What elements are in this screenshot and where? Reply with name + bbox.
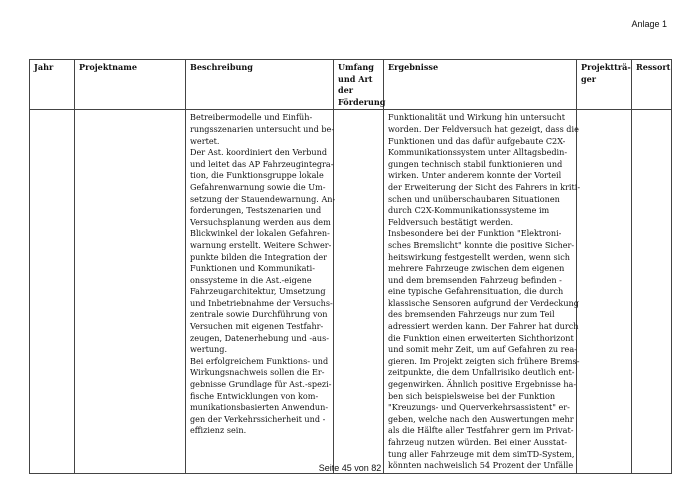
beschreibung-line: Versuchsplanung werden aus dem: [190, 216, 331, 227]
beschreibung-line: warnung erstellt. Weitere Schwer-: [190, 239, 332, 250]
beschreibung-line: und leitet das AP Fahrzeugintegra-: [190, 158, 334, 169]
cell-jahr: [30, 110, 75, 473]
cell-beschreibung: [186, 110, 334, 473]
ergebnisse-line: die Funktion einen erweiterten Sichthorizont: [388, 332, 574, 343]
beschreibung-line: Wirkungsnachweis sollen die Er-: [190, 367, 325, 378]
col-header-jahr: Jahr: [30, 60, 75, 110]
col-header-projektname: Projektname: [75, 60, 186, 110]
ergebnisse-line: der Erweiterung der Sicht des Fahrers in kriti-: [388, 181, 581, 192]
beschreibung-line: Blickwinkel der lokalen Gefahren-: [190, 228, 330, 239]
beschreibung-line: wertet.: [190, 135, 220, 146]
beschreibung-line: munikationsbasierten Anwendun-: [190, 402, 329, 413]
beschreibung-line: Betreibermodelle und Einfüh-: [190, 112, 313, 123]
col-header-umfang: Umfang und Art der Förderung: [334, 60, 384, 110]
beschreibung-line: effizienz sein.: [190, 425, 247, 436]
ergebnisse-line: und somit mehr Zeit, um auf Gefahren zu rea-: [388, 344, 577, 355]
attachment-label: Anlage 1: [631, 19, 667, 29]
beschreibung-line: und Inbetriebnahme der Versuchs-: [190, 297, 333, 308]
ergebnisse-line: wirken. Unter anderem konnte der Vorteil: [388, 170, 562, 181]
ergebnisse-line: Funktionen und das dafür aufgebaute C2X-: [388, 135, 566, 146]
ergebnisse-line: heitswirkung festgestellt werden, wenn sich: [388, 251, 570, 262]
beschreibung-line: zentrale sowie Durchführung von: [190, 309, 328, 320]
beschreibung-line: Der Ast. koordiniert den Verbund: [190, 147, 327, 158]
ergebnisse-line: adressiert werden kann. Der Fahrer hat durch: [388, 321, 579, 332]
ergebnisse-line: gieren. Im Projekt zeigten sich frühere Brems-: [388, 355, 580, 366]
ergebnisse-line: tung aller Fahrzeuge mit dem simTD-System,: [388, 448, 575, 459]
cell-projektname: [75, 110, 186, 473]
ergebnisse-line: zeitpunkte, die dem Unfallrisiko deutlich ent-: [388, 367, 575, 378]
beschreibung-line: Versuchen mit eigenen Testfahr-: [190, 321, 324, 332]
ergebnisse-text: [388, 112, 581, 471]
ergebnisse-line: worden. Der Feldversuch hat gezeigt, dass die: [388, 123, 579, 134]
beschreibung-line: gebnisse Grundlage für Ast.-spezi-: [190, 379, 332, 390]
ergebnisse-line: als die Hälfte aller Testfahrer gern im Privat-: [388, 425, 574, 436]
beschreibung-line: fische Entwicklungen von kom-: [190, 390, 319, 401]
ergebnisse-line: gungen technisch stabil funktionieren und: [388, 158, 563, 169]
ergebnisse-line: Kommunikationssystem unter Alltagsbedin-: [388, 147, 568, 158]
ergebnisse-line: gegenwirken. Ähnlich positive Ergebnisse ha-: [388, 379, 577, 390]
beschreibung-line: Gefahrenwarnung sowie die Um-: [190, 181, 326, 192]
beschreibung-line: gen der Verkehrssicherheit und -: [190, 413, 326, 424]
project-table: [29, 59, 672, 474]
ergebnisse-line: schen und unüberschaubaren Situationen: [388, 193, 560, 204]
cell-ergebnisse: [384, 110, 581, 473]
ergebnisse-line: fahrzeug nutzen würden. Bei einer Ausstat-: [388, 437, 567, 447]
ergebnisse-line: durch C2X-Kommunikationssysteme im: [388, 205, 550, 216]
cell-projekttraeger: [577, 110, 632, 473]
ergebnisse-line: mehrere Fahrzeuge zwischen dem eigenen: [388, 263, 565, 274]
beschreibung-line: Funktionen und Kommunikati-: [190, 263, 315, 274]
ergebnisse-line: des bremsenden Fahrzeugs nur zum Teil: [388, 309, 555, 320]
beschreibung-line: rungsszenarien untersucht und be-: [190, 123, 335, 134]
page-number: Seite 45 von 82: [318, 463, 382, 473]
ergebnisse-line: Funktionalität und Wirkung hin untersucht: [388, 112, 565, 123]
ergebnisse-line: klassische Sensoren aufgrund der Verdeckung: [388, 297, 579, 308]
ergebnisse-line: "Kreuzungs- und Querverkehrsassistent" er-: [388, 402, 570, 413]
beschreibung-line: zeugen, Datenerhebung und -aus-: [190, 332, 330, 343]
col-header-beschreibung: Beschreibung: [186, 60, 334, 110]
ergebnisse-line: Feldversuch bestätigt werden.: [388, 216, 514, 227]
beschreibung-line: onssysteme in die Ast.-eigene: [190, 274, 312, 285]
ergebnisse-line: ben sich beispielsweise bei der Funktion: [388, 390, 556, 401]
ergebnisse-line: sches Bremslicht" konnte die positive Sicher-: [388, 239, 575, 250]
ergebnisse-line: könnten nachweislich 54 Prozent der Unfälle: [388, 460, 574, 471]
beschreibung-line: Bei erfolgreichem Funktions- und: [190, 355, 329, 366]
ergebnisse-line: eine typische Gefahrensituation, die durch: [388, 286, 564, 297]
ergebnisse-line: geben, welche nach den Auswertungen mehr: [388, 413, 574, 424]
table-header-row: [30, 60, 672, 110]
beschreibung-line: forderungen, Testszenarien und: [190, 205, 322, 216]
beschreibung-line: punkte bilden die Integration der: [190, 251, 328, 262]
col-header-ressort: Ressort: [632, 60, 672, 110]
beschreibung-text: [190, 112, 336, 437]
beschreibung-line: wertung.: [190, 344, 228, 355]
cell-ressort: [632, 110, 672, 473]
beschreibung-line: tion, die Funktionsgruppe lokale: [190, 170, 324, 181]
col-header-projekttraeger: Projektträ-ger: [577, 60, 632, 110]
beschreibung-line: setzung der Stauendewarnung. An-: [190, 193, 336, 204]
cell-umfang: [334, 110, 384, 473]
ergebnisse-line: Insbesondere bei der Funktion "Elektroni-: [388, 228, 562, 239]
table-row: [30, 110, 672, 473]
col-header-ergebnisse: Ergebnisse: [384, 60, 577, 110]
ergebnisse-line: und dem bremsenden Fahrzeug befinden -: [388, 274, 562, 285]
beschreibung-line: Fahrzeugarchitektur, Umsetzung: [190, 286, 326, 297]
